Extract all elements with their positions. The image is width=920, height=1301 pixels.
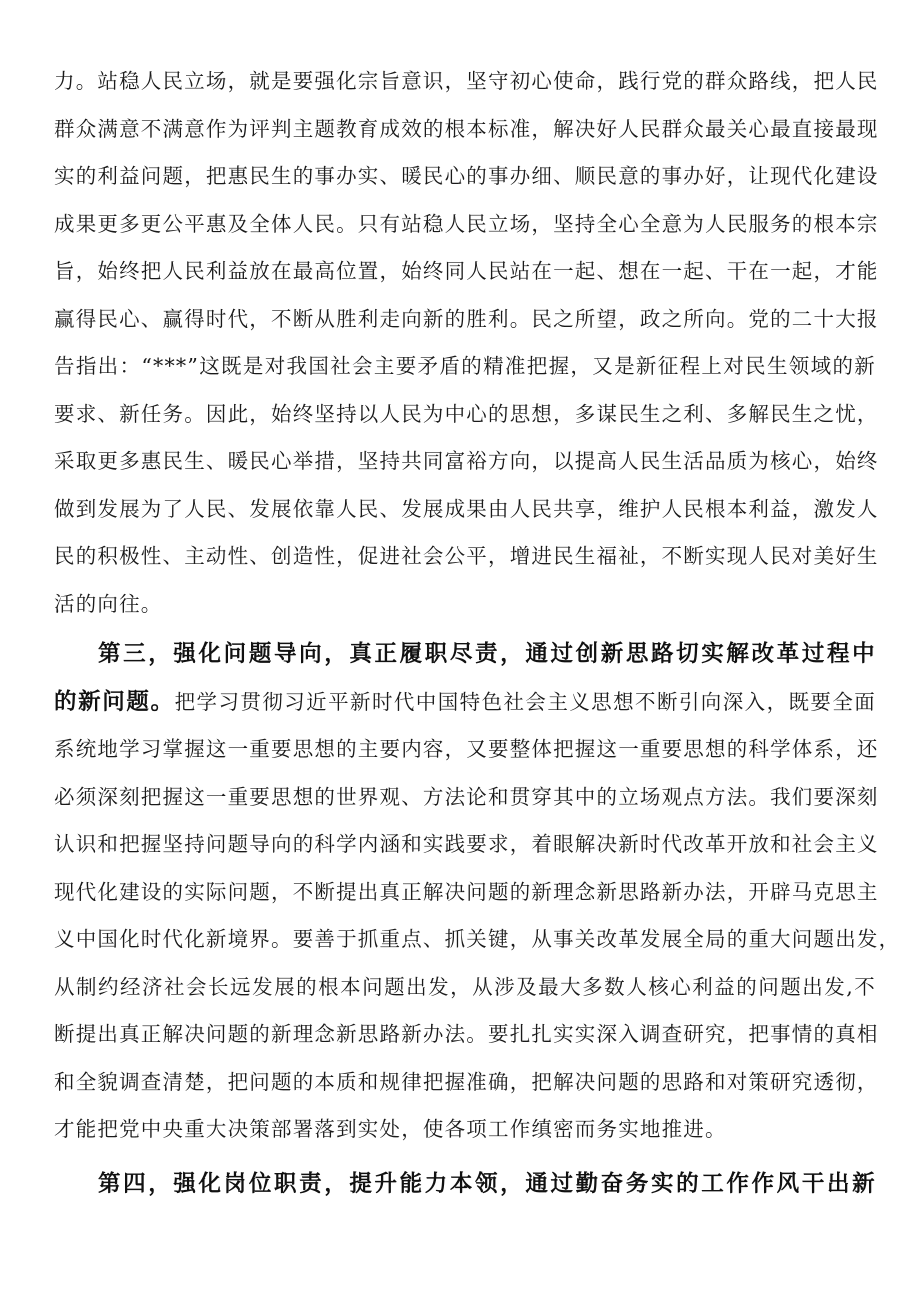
paragraph-people-stance	[54, 58, 879, 628]
text-line: 做到发展为了人民、发展依靠人民、发展成果由人民共享，维护人民根本利益，激发人	[54, 496, 879, 521]
paragraph-third-point	[54, 631, 901, 1154]
text-line: 认识和把握坚持问题导向的科学内涵和实践要求，着眼解决新时代改革开放和社会主义	[54, 832, 879, 856]
paragraph-fourth-point	[54, 1161, 876, 1209]
text-line: 系统地学习掌握这一重要思想的主要内容，又要整体把握这一重要思想的科学体系，还	[54, 737, 879, 761]
text-line: 从制约经济社会长远发展的根本问题出发，从涉及最大多数人核心利益的问题出发,不	[54, 974, 876, 999]
text-line: 告指出：“***”这既是对我国社会主要矛盾的精准把握，又是新征程上对民生领域的新	[54, 354, 876, 378]
text-line	[54, 679, 876, 727]
section-heading-fourth: 第四，强化岗位职责，提升能力本领，通过勤奋务实的工作作风干出新	[98, 1171, 876, 1197]
section-heading-third: 第三，强化问题导向，真正履职尽责，通过创新思路切实解改革过程中	[98, 641, 876, 667]
section-heading-third-continued: 的新问题。	[54, 688, 175, 715]
text-line-rest: 把学习贯彻习近平新时代中国特色社会主义思想不断引向深入，既要全面	[174, 689, 876, 714]
text-line: 实的利益问题，把惠民生的事办实、暖民心的事办细、顺民意的事办好，让现代化建设	[54, 164, 879, 188]
text-line: 必须深刻把握这一重要思想的世界观、方法论和贯穿其中的立场观点方法。我们要深刻	[54, 784, 879, 809]
text-line: 断提出真正解决问题的新理念新思路新办法。要扎扎实实深入调查研究，把事情的真相	[54, 1022, 879, 1046]
text-line: 活的向往。	[54, 591, 163, 616]
text-line: 民的积极性、主动性、创造性，促进社会公平，增进民生福祉，不断实现人民对美好生	[54, 544, 879, 568]
text-line: 力。站稳人民立场，就是要强化宗旨意识，坚守初心使命，践行党的群众路线，把人民	[54, 69, 879, 93]
text-line: 旨，始终把人民利益放在最高位置，始终同人民站在一起、想在一起、干在一起，才能	[54, 259, 879, 283]
text-line: 赢得民心、赢得时代，不断从胜利走向新的胜利。民之所望，政之所向。党的二十大报	[54, 306, 879, 331]
text-line: 要求、新任务。因此，始终坚持以人民为中心的思想，多谋民生之利、多解民生之忧，	[54, 401, 879, 426]
text-line: 现代化建设的实际问题，不断提出真正解决问题的新理念新思路新办法，开辟马克思主	[54, 879, 879, 904]
text-line: 采取更多惠民生、暖民心举措，坚持共同富裕方向，以提高人民生活品质为核心，始终	[54, 449, 879, 473]
text-line: 义中国化时代化新境界。要善于抓重点、抓关键，从事关改革发展全局的重大问题出发，	[54, 927, 901, 951]
text-line: 成果更多更公平惠及全体人民。只有站稳人民立场，坚持全心全意为人民服务的根本宗	[54, 211, 879, 236]
text-line: 群众满意不满意作为评判主题教育成效的根本标准，解决好人民群众最关心最直接最现	[54, 116, 879, 141]
text-line: 和全貌调查清楚，把问题的本质和规律把握准确，把解决问题的思路和对策研究透彻，	[54, 1069, 879, 1094]
text-line: 才能把党中央重大决策部署落到实处，使各项工作缜密而务实地推进。	[54, 1117, 727, 1141]
